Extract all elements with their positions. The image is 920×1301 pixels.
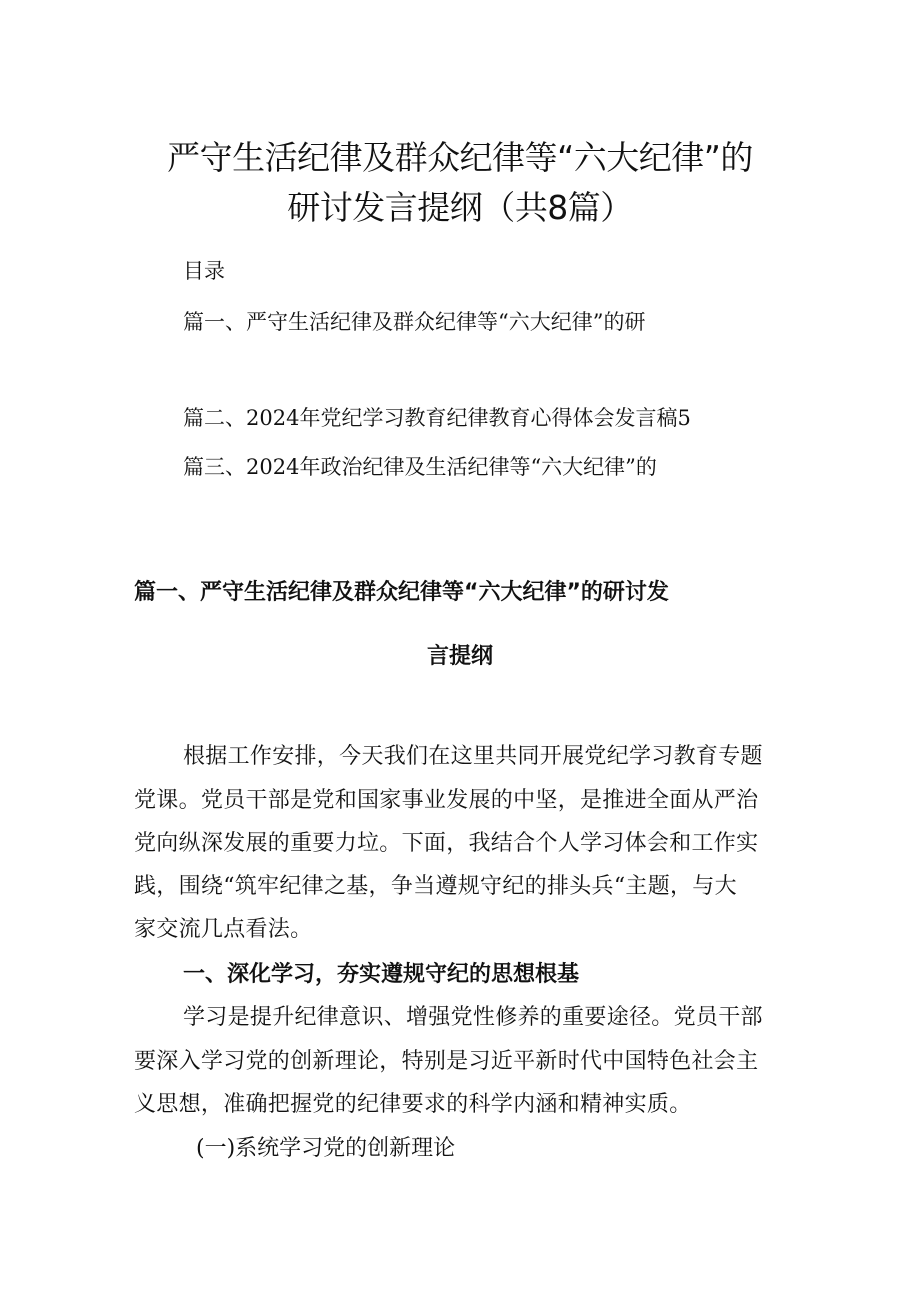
toc-item[interactable]: 篇一、严守生活纪律及群众纪律等“六大纪律”的研 [183, 310, 646, 334]
paragraph-line: 践，围绕“筑牢纪律之基，争当遵规守纪的排头兵“主题，与大 [134, 874, 737, 899]
document-title-line1: 严守生活纪律及群众纪律等“六大纪律”的 [167, 138, 753, 177]
paragraph-line: 义思想，准确把握党的纪律要求的科学内涵和精神实质。 [134, 1092, 692, 1117]
paragraph-line: 党课。党员干部是党和国家事业发展的中坚，是推进全面从严治 [134, 788, 759, 813]
section-heading-line1: 篇一、严守生活纪律及群众纪律等“六大纪律”的研讨发 [134, 580, 669, 605]
document-title-line2: 研讨发言提纲（共8篇） [287, 188, 633, 227]
paragraph-line: 根据工作安排，今天我们在这里共同开展党纪学习教育专题 [183, 744, 763, 769]
toc-item[interactable]: 篇三、2024年政治纪律及生活纪律等“六大纪律”的 [183, 455, 657, 479]
paragraph-line: 学习是提升纪律意识、增强党性修养的重要途径。党员干部 [183, 1005, 763, 1030]
sub-subheading: (一)系统学习党的创新理论 [196, 1136, 456, 1161]
paragraph-line: 家交流几点看法。 [134, 917, 313, 942]
paragraph-line: 要深入学习党的创新理论，特别是习近平新时代中国特色社会主 [134, 1049, 759, 1074]
subheading: 一、深化学习，夯实遵规守纪的思想根基 [183, 962, 580, 987]
toc-item[interactable]: 篇二、2024年党纪学习教育纪律教育心得体会发言稿5 [183, 406, 691, 430]
section-heading-line2: 言提纲 [426, 644, 493, 669]
paragraph-line: 党向纵深发展的重要力垃。下面，我结合个人学习体会和工作实 [134, 831, 759, 856]
toc-heading: 目录 [183, 259, 225, 283]
